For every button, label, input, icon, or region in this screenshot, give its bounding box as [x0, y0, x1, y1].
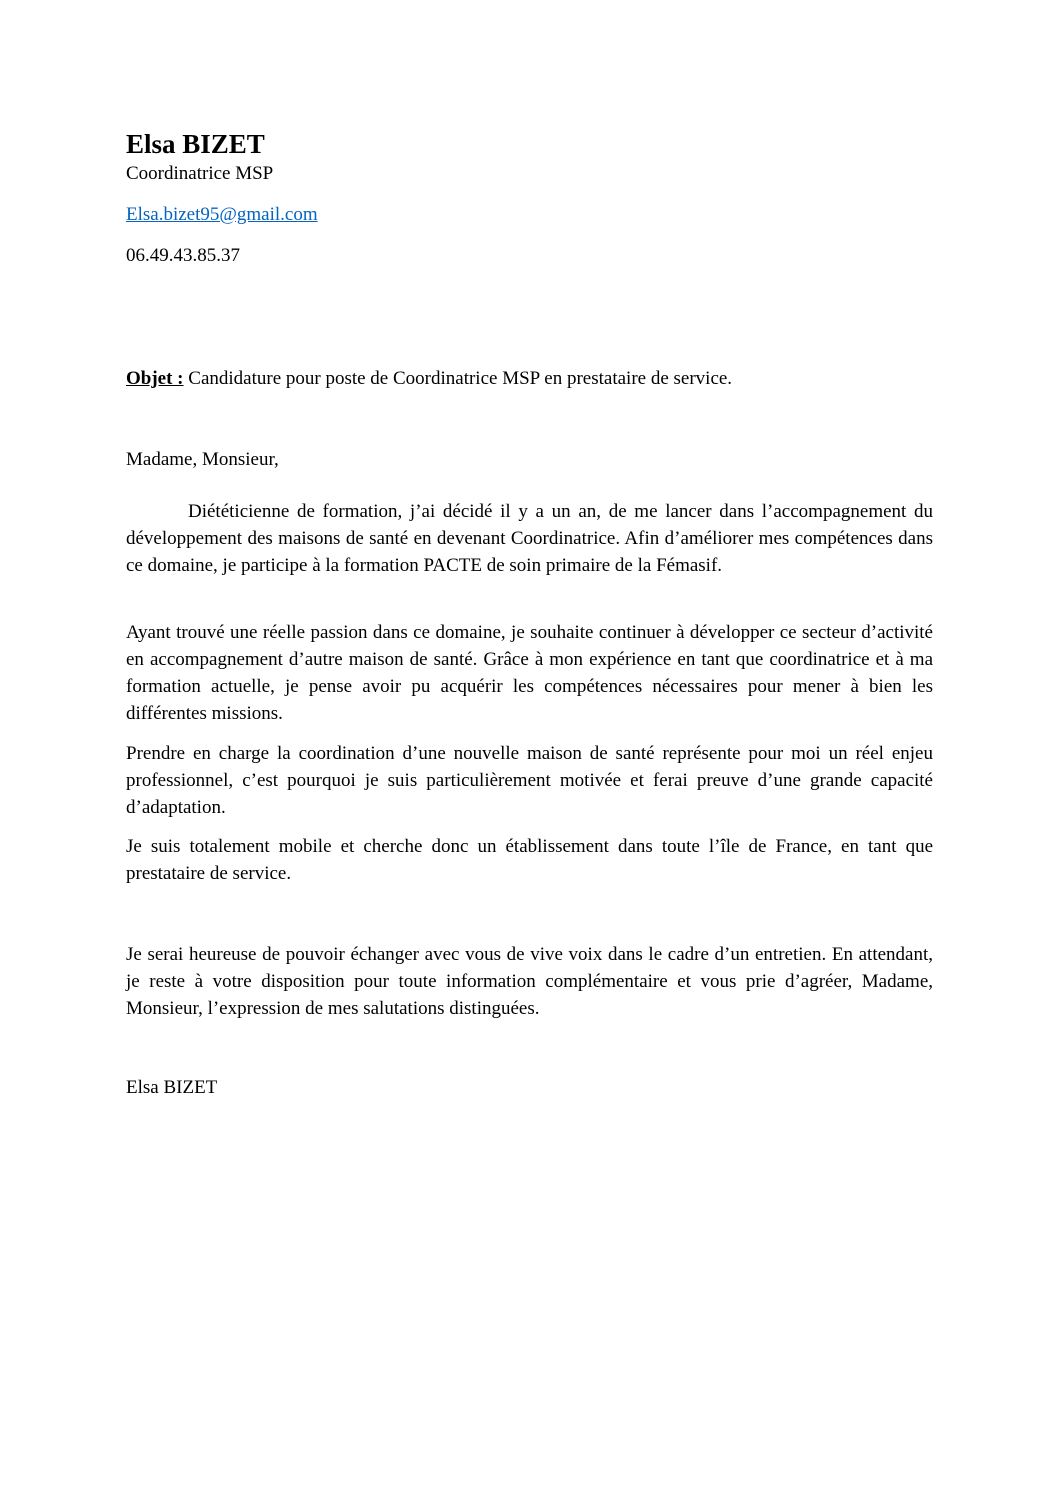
- signature: Elsa BIZET: [126, 1077, 218, 1098]
- body-paragraph: Je suis totalement mobile et cherche donc un établissement dans toute l’île de France, en tant que prestataire de service.: [126, 836, 933, 884]
- sender-name: Elsa BIZET: [126, 129, 265, 159]
- subject-text: Candidature pour poste de Coordinatrice MSP en prestataire de service.: [183, 368, 733, 389]
- subject-line: [126, 367, 732, 391]
- body-paragraph: Prendre en charge la coordination d’une nouvelle maison de santé représente pour moi un réel enjeu professionnel, c’est pourquoi je suis particulièrement motivée et ferai preuve d’une grande capacité d’adaptation.: [126, 743, 933, 818]
- body-paragraph: Ayant trouvé une réelle passion dans ce domaine, je souhaite continuer à développer ce secteur d’activité en accompagnement d’autre maison de santé. Grâce à mon expérience en tant que coordinatrice et à ma formation actuelle, je pense avoir pu acquérir les compétences nécessaires pour mener à bien les différentes missions.: [126, 622, 933, 724]
- body-paragraph: Diététicienne de formation, j’ai décidé il y a un an, de me lancer dans l’accompagnement du développement des maisons de santé en devenant Coordinatrice. Afin d’améliorer mes compétences dans ce domaine, je participe à la formation PACTE de soin primaire de la Fémasif.: [126, 501, 933, 576]
- sender-phone: 06.49.43.85.37: [126, 245, 240, 266]
- sender-email-link[interactable]: Elsa.bizet95@gmail.com: [126, 204, 318, 225]
- subject-label: Objet :: [126, 368, 184, 389]
- greeting: Madame, Monsieur,: [126, 449, 279, 470]
- closing-paragraph: Je serai heureuse de pouvoir échanger avec vous de vive voix dans le cadre d’un entretien. En attendant, je reste à votre disposition pour toute information complémentaire et vous prie d’agréer, Madame, Monsieur, l’expression de mes salutations distinguées.: [126, 944, 933, 1019]
- sender-title: Coordinatrice MSP: [126, 163, 274, 184]
